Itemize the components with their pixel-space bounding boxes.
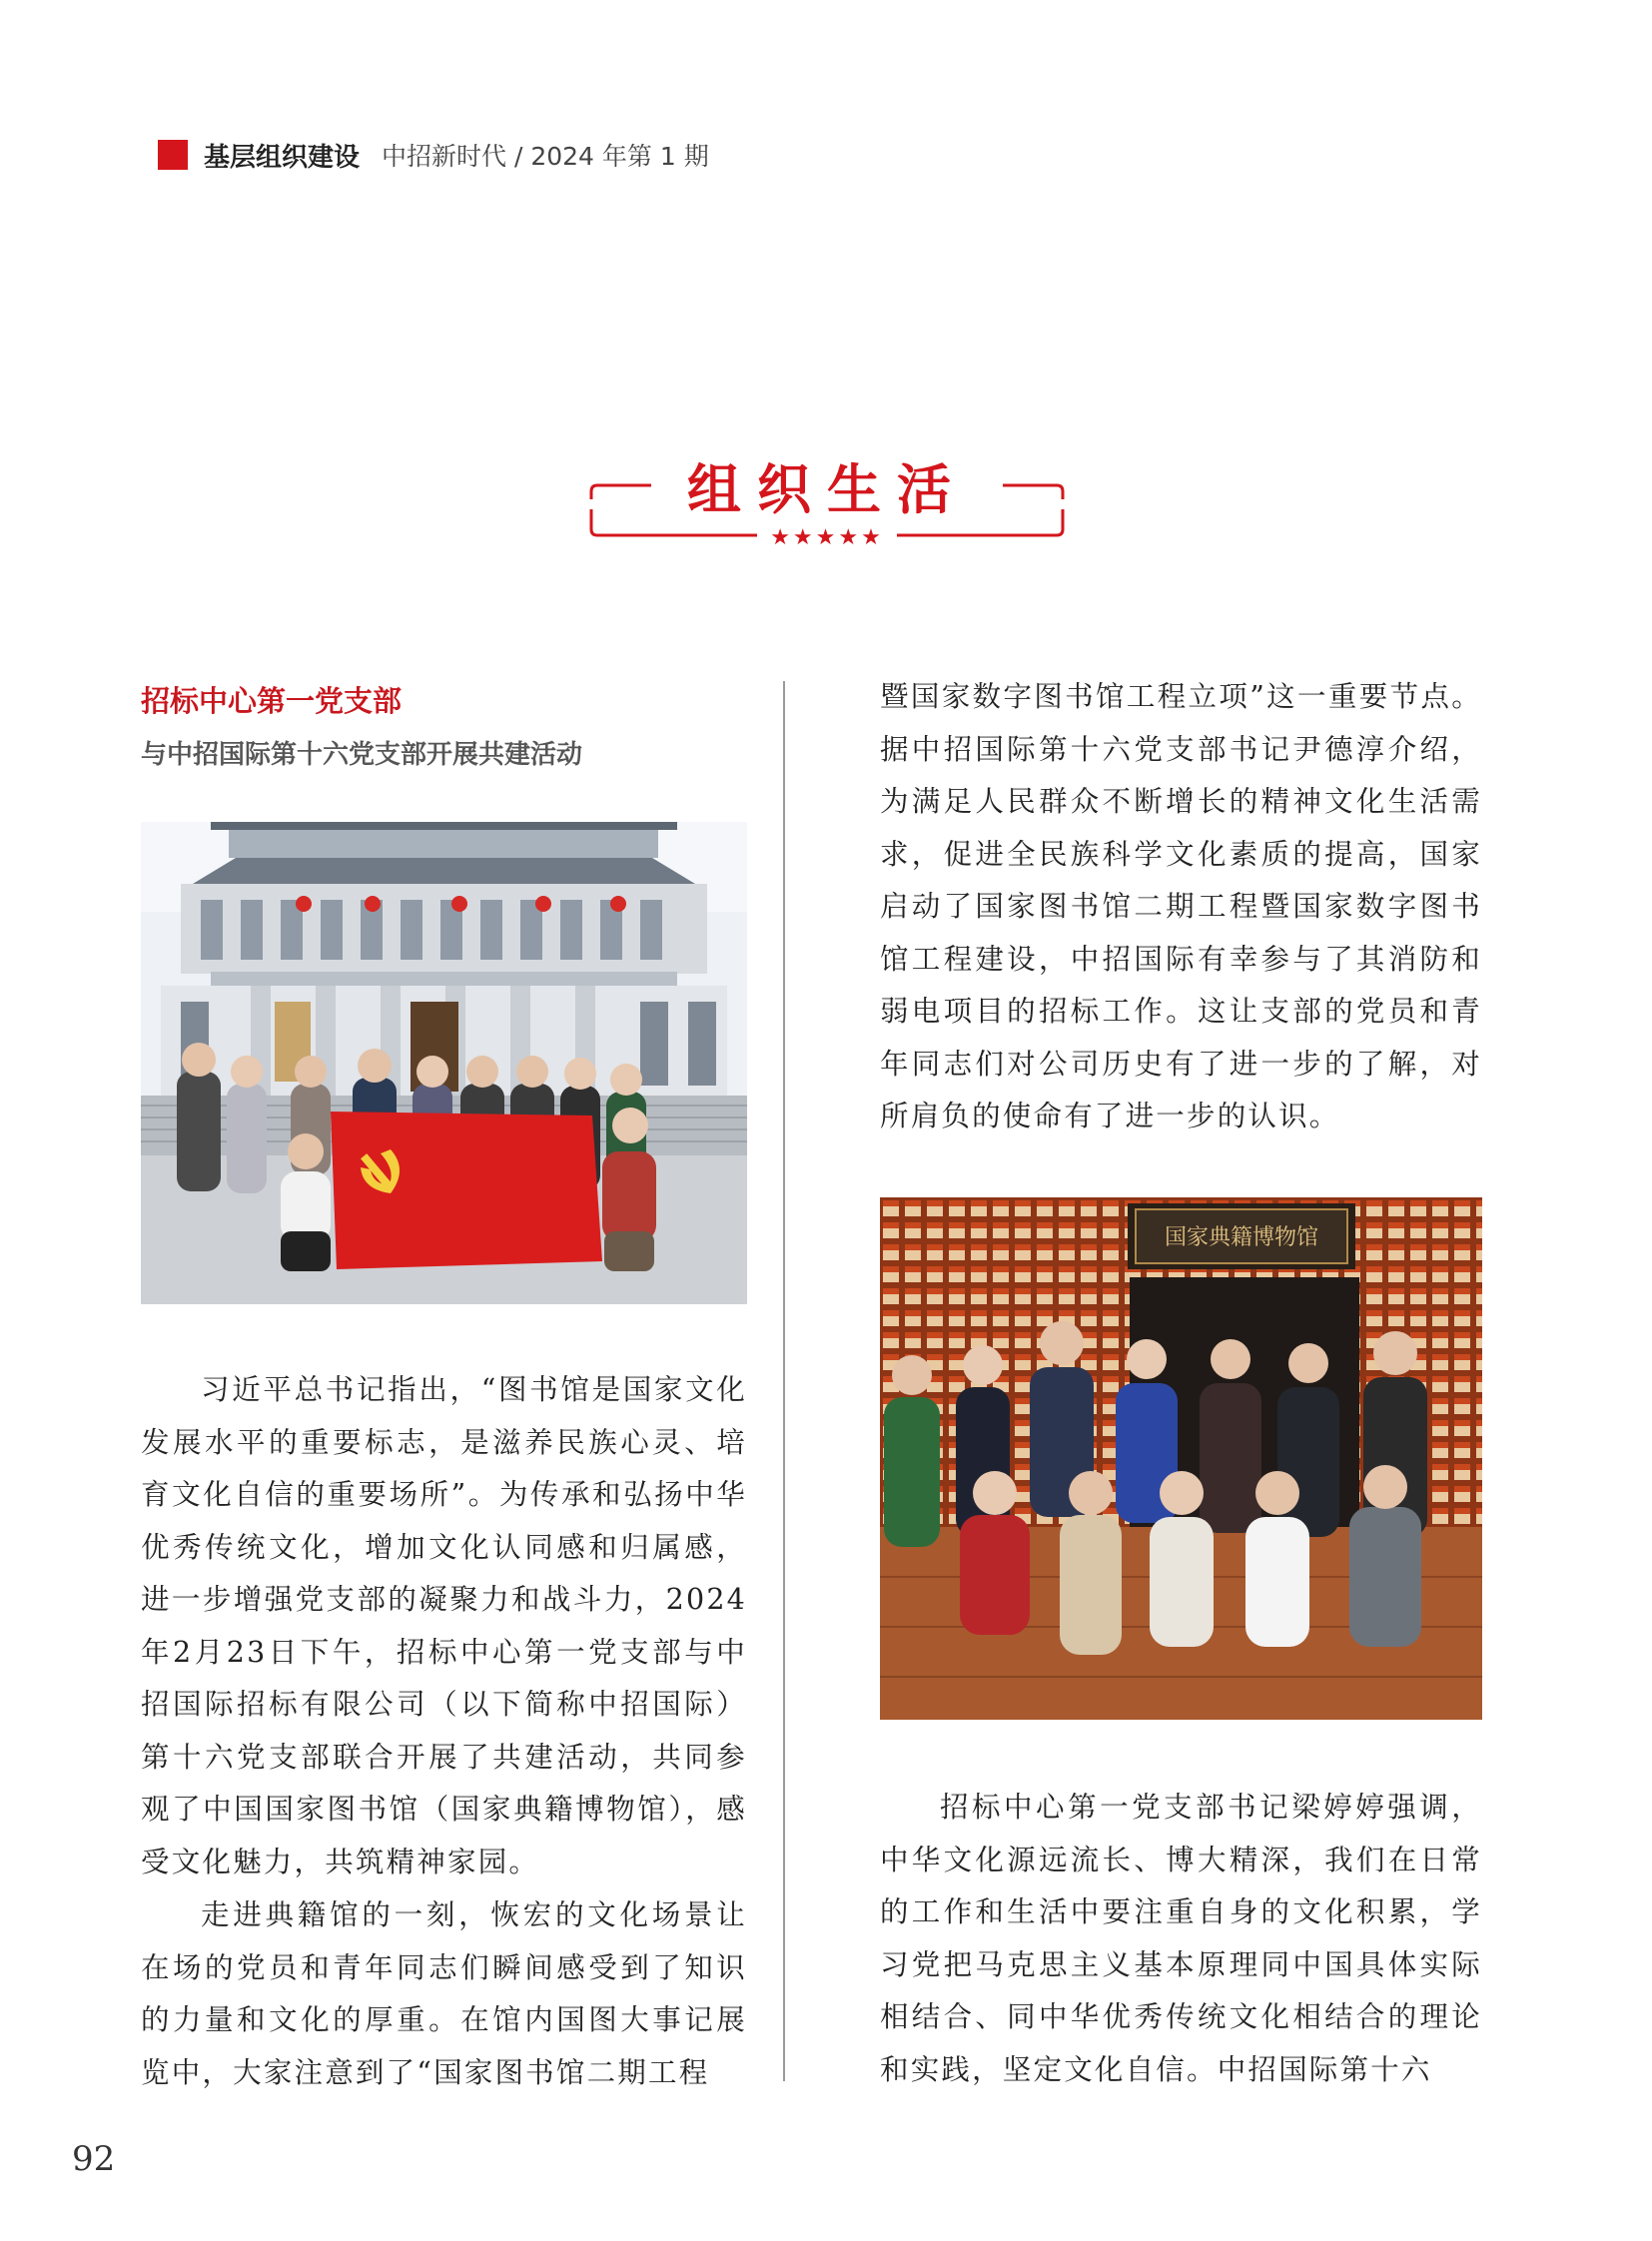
- banner-stars: ★★★★★: [770, 525, 884, 550]
- photo-library-exterior: [141, 822, 747, 1304]
- section-name: 基层组织建设: [204, 142, 361, 173]
- library-exterior-illustration: [141, 822, 747, 1304]
- column-divider: [783, 681, 785, 2081]
- paragraph-2: 走进典籍馆的一刻，恢宏的文化场景让在场的党员和青年同志们瞬间感受到了知识的力量和文化的厚重。在馆内国图大事记展览中，大家注意到了“国家图书馆二期工程: [141, 1898, 747, 2089]
- article-subtitle: 与中招国际第十六党支部开展共建活动: [141, 740, 583, 770]
- paragraph-1: 习近平总书记指出，“图书馆是国家文化发展水平的重要标志，是滋养民族心灵、培育文化自信的重要场所”。为传承和弘扬中华优秀传统文化，增加文化认同感和归属感，进一步增强党支部的凝聚力和战斗力，2024年2月23日下午，招标中心第一党支部与中招国际招标有限公司（以下简称中招国际）第十六党支部联合开展了共建活动，共同参观了中国国家图书馆（国家典籍博物馆），感受文化魅力，共筑精神家园。: [141, 1373, 747, 1878]
- page-header: [158, 138, 709, 172]
- museum-sign-text: 国家典籍博物馆: [1164, 1225, 1319, 1250]
- museum-interior-illustration: [880, 1197, 1482, 1720]
- section-banner: [589, 439, 1065, 549]
- banner-title: 组织生活: [687, 458, 967, 521]
- paragraph-3: 暨国家数字图书馆工程立项”这一重要节点。据中招国际第十六党支部书记尹德淳介绍，为满足人民群众不断增长的精神文化生活需求，促进全民族科学文化素质的提高，国家启动了国家图书馆二期工程暨国家数字图书馆工程建设，中招国际有幸参与了其消防和弱电项目的招标工作。这让支部的党员和青年同志们对公司历史有了进一步的了解，对所肩负的使命有了进一步的认识。: [880, 680, 1482, 1132]
- page-number: 92: [72, 2139, 116, 2179]
- issue-label: 中招新时代 / 2024 年第 1 期: [382, 142, 709, 171]
- section-marker: [158, 140, 188, 170]
- paragraph-4: 招标中心第一党支部书记梁婷婷强调，中华文化源远流长、博大精深，我们在日常的工作和生活中要注重自身的文化积累，学习党把马克思主义基本原理同中国具体实际相结合、同中华优秀传统文化相结合的理论和实践，坚定文化自信。中招国际第十六: [880, 1791, 1482, 2086]
- photo-museum-interior: [880, 1197, 1482, 1720]
- article-title: 招标中心第一党支部: [141, 684, 403, 718]
